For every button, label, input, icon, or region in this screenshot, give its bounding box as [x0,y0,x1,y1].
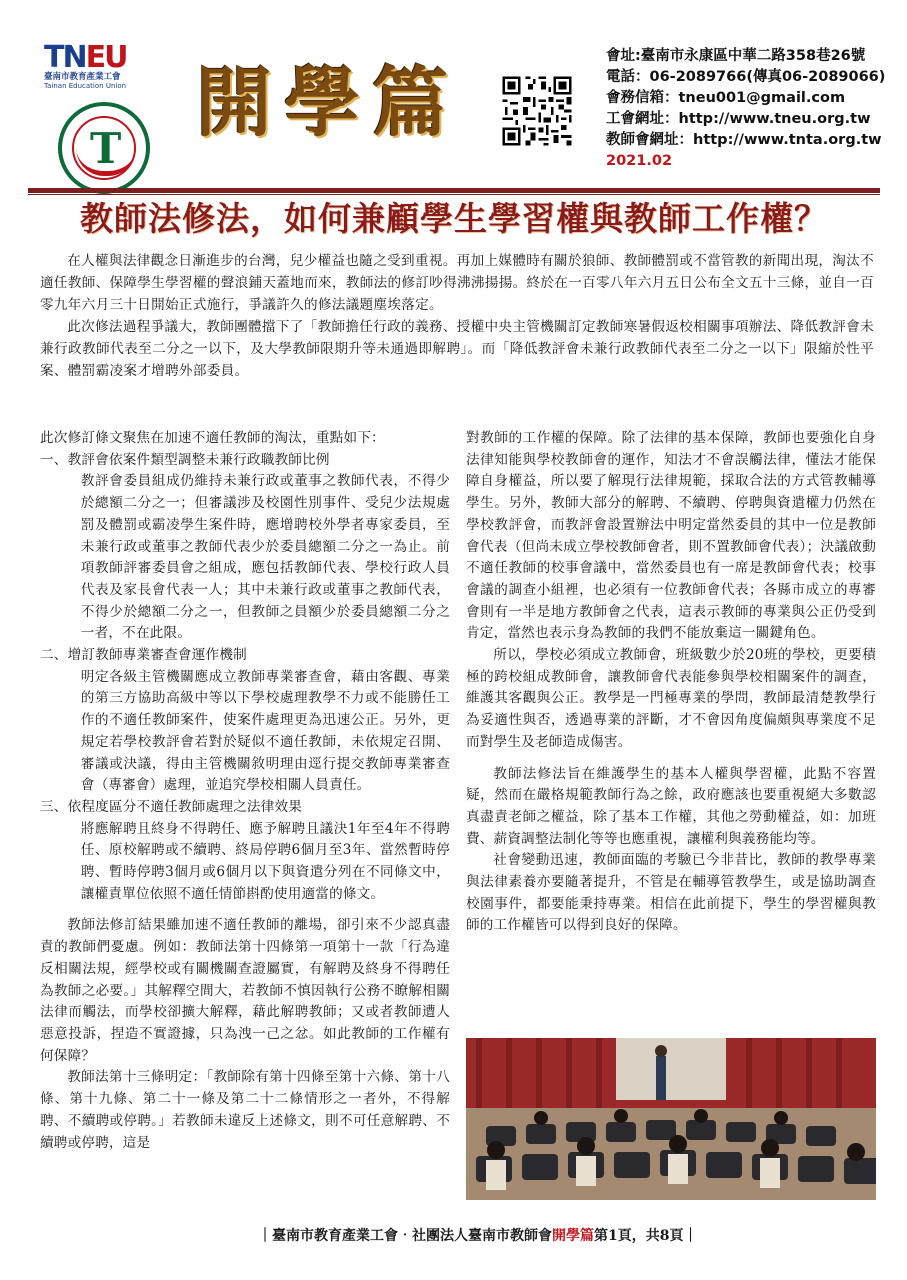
contact-union-website[interactable]: 工會網址：http://www.tneu.org.tw [606,111,871,127]
logo-english-name: Tainan Education Union [44,82,127,90]
left-paragraph-2: 教師法第十三條明定：「教師除有第十四條至第十六條、第十八條、第十九條、第二十一條及第二十二條情形之一者外，不得解聘、不續聘或停聘。」若教師未違反上述條文，則不可任意解聘、不續聘或停聘，這是 [40,1069,450,1151]
right-paragraph-4: 社會變動迅速，教師面臨的考驗已今非昔比，教師的教學專業與法律素養亦要隨著提升，不管是在輔導管教學生，或是協助調查校園事件，都要能秉持專業。相信在此前提下，學生的學習權與教師的工作權皆可以得到良好的保障。 [466,852,876,934]
header-divider-thin [28,194,880,195]
page-footer: ｜臺南市教育產業工會‧社團法人臺南市教師會開學篇第1頁，共8頁｜ [258,1228,698,1244]
teachers-association-seal: T [58,102,150,194]
contact-address: 會址:臺南市永康區中華二路358巷26號 [606,48,866,64]
footer-issue-name: 開學篇 [552,1228,594,1244]
qr-code-icon [500,74,574,148]
logo-wordmark: TNEU [44,40,127,75]
left-paragraph-1: 教師法修訂結果雖加速不適任教師的離場，卻引來不少認真盡責的教師們憂慮。例如：教師法第十四條第一項第十一款「行為違反相關法規，經學校或有關機關查證屬實，有解聘及終身不得聘任為教師之必要。」其解釋空間大，若教師不慎因執行公務不瞭解相關法律而觸法，而學校卻擴大解釋，藉此解聘教師；又或者教師遭人惡意投訴，捏造不實證據，只為洩一己之忿。如此教師的工作權有何保障？ [40,917,450,1064]
right-column [466,428,876,937]
section-1-body: 教評會委員組成仍維持未兼行政或董事之教師代表，不得少於總額二分之一；但審議涉及校園性別事件、受兒少法規處罰及體罰或霸凌學生案件時，應增聘校外學者專家委員，至未兼行政或董事之教師代表少於委員總額二分之一為止。前項教師評審委員會之組成，應包括教師代表、學校行政人員代表及家長會代表一人；其中未兼行政或董事之教師代表，不得少於總額二分之一，但教師之員額少於委員總額二分之一者，不在此限。 [80,473,450,642]
issue-date: 2021.02 [606,153,673,169]
footer-page-number: 第1頁，共8頁 [594,1228,684,1244]
right-paragraph-2: 所以，學校必須成立教師會，班級數少於20班的學校，更要積極的跨校組成教師會，讓教師會代表能參與學校相關案件的調查，維護其客觀與公正。教學是一門極專業的學問，教師最清楚教學行為妥適性與否，透過專業的評斷，才不會因角度偏頗與專業度不足而對學生及老師造成傷害。 [466,647,876,750]
logo-chinese-name: 臺南市教育產業工會 [44,72,121,82]
left-column [40,428,450,1154]
article-intro [40,250,874,382]
masthead-title: 開學篇 [196,58,460,147]
right-paragraph-3: 教師法修法旨在維護學生的基本人權與學習權，此點不容置疑，然而在嚴格規範教師行為之餘，政府應該也要重視絕大多數認真盡責老師之權益，除了基本工作權，其他之勞動權益，如：加班費、薪資調整法制化等等也應重視，讓權利與義務能均等。 [466,765,876,847]
section-1-title: 一、教評會依案件類型調整未兼行政職教師比例 [40,451,330,468]
key-points-lead: 此次修訂條文聚焦在加速不適任教師的淘汰，重點如下： [40,430,385,446]
header-divider [28,188,880,193]
contact-email[interactable]: 會務信箱：tneu001@gmail.com [606,90,846,106]
article-headline: 教師法修法，如何兼顧學生學習權與教師工作權？ [80,199,828,238]
contact-phone: 電話：06-2089766(傳真06-2089066) [606,69,886,85]
section-3-title: 三、依程度區分不適任教師處理之法律效果 [40,798,303,815]
contact-info [606,46,885,172]
contact-association-website[interactable]: 教師會網址：http://www.tnta.org.tw [606,132,882,148]
union-logo [44,40,162,173]
section-2-title: 二、增訂教師專業審查會運作機制 [40,647,247,664]
intro-paragraph-2: 此次修法過程爭議大，教師團體擋下了「教師擔任行政的義務、授權中央主管機關訂定教師寒暑假返校相關事項辦法、降低教評會未兼行政教師代表至二分之一以下，及大學教師限期升等未通過即解聘」。而「降低教評會未兼行政教師代表至二分之一以下」限縮於性平案、體罰霸凌案才增聘外部委員。 [40,319,874,379]
section-3-body: 將應解聘且終身不得聘任、應予解聘且議決1年至4年不得聘任、原校解聘或不續聘、終局停聘6個月至3年、當然暫時停聘、暫時停聘3個月或6個月以下與資遣分列在不同條文中，讓權責單位依照不適任情節斟酌使用適當的條文。 [80,820,450,902]
footer-publisher: 臺南市教育產業工會‧社團法人臺南市教師會 [272,1228,552,1244]
section-2-body: 明定各級主管機關應成立教師專業審查會，藉由客觀、專業的第三方協助高級中等以下學校處理教學不力或不能勝任工作的不適任教師案件，使案件處理更為迅速公正。另外，更規定若學校教評會若對於疑似不適任教師，未依規定召開、審議或決議，得由主管機關敘明理由逕行提交教師專業審查會（專審會）處理，並追究學校相關人員責任。 [80,668,450,794]
intro-paragraph-1: 在人權與法律觀念日漸進步的台灣，兒少權益也隨之受到重視。再加上媒體時有關於狼師、教師體罰或不當管教的新聞出現，淘汰不適任教師、保障學生學習權的聲浪鋪天蓋地而來，教師法的修訂吵得沸沸揚揚。終於在一百零八年六月五日公布全文五十三條，並自一百零九年六月三十日開始正式施行，爭議許久的修法議題塵埃落定。 [40,253,874,313]
seminar-photo [466,1038,876,1200]
right-paragraph-1: 對教師的工作權的保障。除了法律的基本保障，教師也要強化自身法律知能與學校教師會的運作，知法才不會誤觸法律，懂法才能保障自身權益，所以要了解現行法律規範，採取合法的方式管教輔導學生。另外，教師大部分的解聘、不續聘、停聘與資遣權力仍然在學校教評會，而教評會設置辦法中明定當然委員的其中一位是教師會代表（但尚未成立學校教師會者，則不置教師會代表）；決議啟動不適任教師的校事會議中，當然委員也有一席是教師會代表；校事會議的調查小組裡，也必須有一位教師會代表；各縣市成立的專審會則有一半是地方教師會之代表，這表示教師的專業與公正仍受到肯定，當然也表示身為教師的我們不能放棄這一關鍵角色。 [466,430,876,642]
